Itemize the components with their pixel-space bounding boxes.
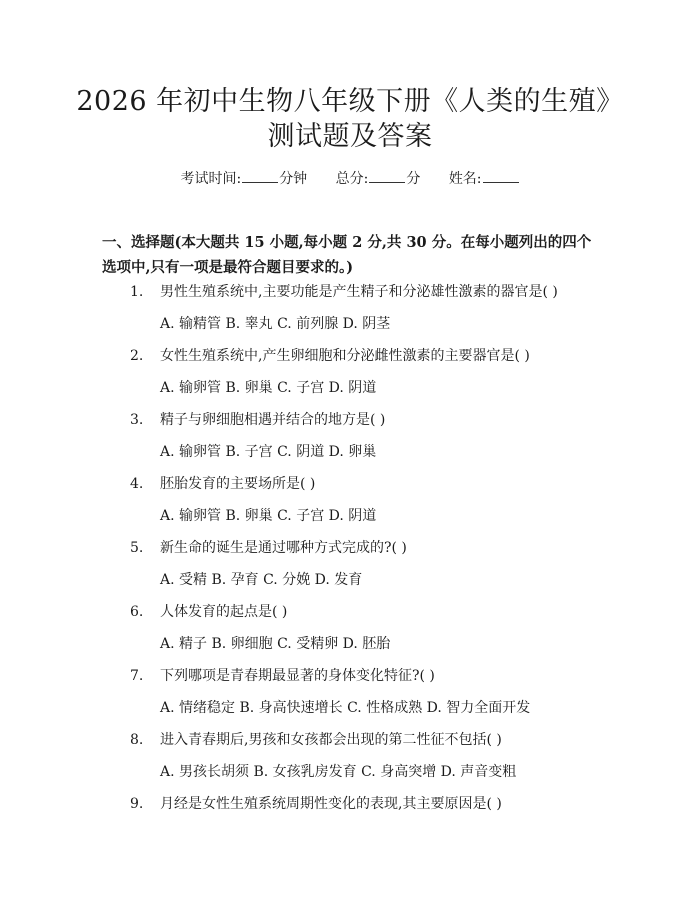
exam-info-line [0,168,700,189]
total-score-label: 总分: [335,171,369,187]
question-number: 5. [130,540,144,556]
student-name-label: 姓名: [448,171,482,187]
question-item [130,282,558,302]
question-number: 3. [130,412,144,428]
question-options: A. 情绪稳定 B. 身高快速增长 C. 性格成熟 D. 智力全面开发 [160,700,531,716]
question-item [130,602,287,622]
question-item [130,346,530,366]
exam-time-unit: 分钟 [279,171,308,187]
question-number: 7. [130,668,144,684]
total-score-blank [369,168,405,183]
question-text: 男性生殖系统中,主要功能是产生精子和分泌雄性激素的器官是( ) [160,284,558,300]
total-score-unit: 分 [406,171,421,187]
question-number: 9. [130,796,144,812]
question-text: 胚胎发育的主要场所是( ) [160,476,316,492]
total-score-field [336,171,421,187]
exam-time-field [180,171,307,187]
question-text: 女性生殖系统中,产生卵细胞和分泌雌性激素的主要器官是( ) [160,348,530,364]
question-item [130,794,502,814]
question-item [130,730,502,750]
question-text: 进入青春期后,男孩和女孩都会出现的第二性征不包括( ) [160,732,502,748]
question-options: A. 输卵管 B. 子宫 C. 阴道 D. 卵巢 [160,444,377,460]
question-text: 月经是女性生殖系统周期性变化的表现,其主要原因是( ) [160,796,502,812]
question-number: 8. [130,732,144,748]
question-text: 人体发育的起点是( ) [160,604,288,620]
question-options: A. 输卵管 B. 卵巢 C. 子宫 D. 阴道 [160,508,377,524]
question-text: 精子与卵细胞相遇并结合的地方是( ) [160,412,386,428]
question-item [130,410,385,430]
question-number: 2. [130,348,144,364]
question-options: A. 输卵管 B. 卵巢 C. 子宫 D. 阴道 [160,380,377,396]
student-name-field [449,171,520,187]
student-name-blank [483,168,519,183]
document-title-line-1: 2026 年初中生物八年级下册《人类的生殖》 [76,86,624,117]
question-options: A. 受精 B. 孕育 C. 分娩 D. 发育 [160,572,363,588]
question-options: A. 精子 B. 卵细胞 C. 受精卵 D. 胚胎 [160,636,391,652]
exam-time-blank [242,168,278,183]
question-text: 新生命的诞生是通过哪种方式完成的?( ) [160,540,407,556]
question-number: 6. [130,604,144,620]
question-number: 1. [130,284,144,300]
question-item [130,666,435,686]
question-item [130,474,315,494]
question-number: 4. [130,476,144,492]
exam-time-label: 考试时间: [180,171,242,187]
question-options: A. 输精管 B. 睾丸 C. 前列腺 D. 阴茎 [160,316,391,332]
section-heading: 一、选择题(本大题共 15 小题,每小题 2 分,共 30 分。在每小题列出的四个选项中,只有一项是最符合题目要求的。) [102,234,592,276]
question-item [130,538,407,558]
question-options: A. 男孩长胡须 B. 女孩乳房发育 C. 身高突增 D. 声音变粗 [160,764,517,780]
question-text: 下列哪项是青春期最显著的身体变化特征?( ) [160,668,435,684]
document-title-line-2: 测试题及答案 [267,121,433,152]
